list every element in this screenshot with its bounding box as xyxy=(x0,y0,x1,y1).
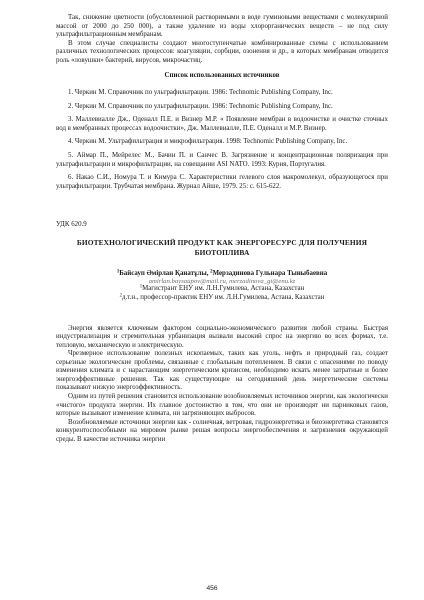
paragraph: Энергия является ключевым фактором социально-экономического развития любой страны. Быстрая индустриализация и стремительная урбанизация вызвали высокий спрос на энергию во всех формах, т.е. тепловую, механическую и электрическую. xyxy=(56,324,388,349)
paragraph: Так, снижение цветности (обусловленной растворимыми в воде гуминовыми веществами с молекулярной массой от 2000 до 250 000), а также удаление из воды хлорорганических веществ – не под силу ультрафильтрационным мембранам. xyxy=(56,14,388,39)
affiliation-line xyxy=(56,285,388,294)
article-body xyxy=(56,325,388,445)
udk-code: УДК 620.9 xyxy=(56,221,87,229)
reference-item: 1. Черкин М. Справочник по ультрафильтрации. 1986: Technomic Publishing Company, Inc. xyxy=(68,89,333,97)
reference-item: 5. Аймар П., Мейрелес М., Бачин П. и Санчес В. Загрязнение и концентрационная поляризация при ультрафильтрации и микрофильтрации, на совещании ASI NATO. 1993: Курия, Португалия. xyxy=(56,152,388,168)
author-emails: amirlan.baysaupov@mail.ru, merzadinova_gt@enu.kz xyxy=(148,278,296,286)
paragraph: Чрезмерное использование полезных ископаемых, таких как уголь, нефть и природный газ, создает серьезные экологические проблемы, связанные с глобальным потеплением. В связи с опасениями по поводу изменения климата и с нарастающим энергетическим кризисом, необходимо искать менее затратные и более энергоэффективные решения. Так как существующие на сегодняшний день энергетические системы показывают низкую энергоэффективность. xyxy=(56,350,388,392)
author-superscript: 1 xyxy=(116,269,120,275)
references-list xyxy=(56,89,388,191)
affiliation-superscript: 1 xyxy=(139,284,143,290)
author-name: Байсауп Әмірлан Қанатұлы, xyxy=(119,270,211,278)
paragraph: В этом случае специалисты создают многоступенчатые комбинированные схемы с использованием различных технологических процессов: коагуляции, сорбции, озонения и др., в которых мембранам отводится роль «ловушки» бактерий, вирусов, микрочастиц. xyxy=(56,39,388,64)
references-heading: Список использованных источников xyxy=(164,72,280,80)
reference-item: 6. Накао С.И., Номура Т. и Кимура С. Характеристики гелевого слоя макромолекул, образующегося при ультрафильтрации. Трубчатая мембрана. Журнал Айше, 1979. 25: с. 615-622. xyxy=(56,174,388,190)
reference-item: 4. Черкин М. Ультрафильтрация и микрофильтрация. 1998: Technomic Publishing Company, Inc. xyxy=(68,138,348,146)
author-name: Мерзадинова Гульнара Тыныбаевна xyxy=(212,270,328,278)
page-number: 456 xyxy=(206,585,218,592)
author-superscript: 2 xyxy=(210,269,213,275)
paragraph: Одним из путей решения становится использование возобновляемых источников энергии, как экологически «чистого» продукта энергии. Их главное достоинство в том, что они не производят ни парниковых газов, которые вызывают изменение климата, ни загрязняющих выбросов. xyxy=(56,392,388,418)
affiliation-superscript: 2 xyxy=(119,293,122,299)
authors-line xyxy=(56,270,388,277)
affiliation-line xyxy=(56,294,388,303)
article-title: БИОТЕХНОЛОГИЧЕСКИЙ ПРОДУКТ КАК ЭНЕРГОРЕСУРС ДЛЯ ПОЛУЧЕНИЯ БИОТОПЛИВА xyxy=(76,238,368,257)
paragraph: Возобновляемые источники энергии как - солнечная, ветровая, гидроэнергетика и биоэнергетика становятся конкурентоспособными на мировом рынке решая вопросы энергообеспечения и загрязнения окружающей среды. В качестве источника энергии xyxy=(56,418,388,443)
reference-item: 3. Маллевиалле Дж., Оденалл П.Е. и Визнер М.Р. « Появление мембран в водоочистке и очистке сточных вод в мембранных процессах водоочистки», Дж. Маллевиалле, П.Е. Оденалл и М.Р. Визнер. xyxy=(56,116,388,132)
affiliation-text: д.т.н., профессор-практик ЕНУ им. Л.Н.Гумилева, Астана, Казахстан xyxy=(121,293,325,301)
reference-item: 2. Черкин М. Справочник по ультрафильтрации. 1986: Technomic Publishing Company, Inc. xyxy=(68,102,333,110)
affiliation-text: Магистрант ЕНУ им. Л.Н.Гумилева, Астана, Казахстан xyxy=(142,285,305,293)
